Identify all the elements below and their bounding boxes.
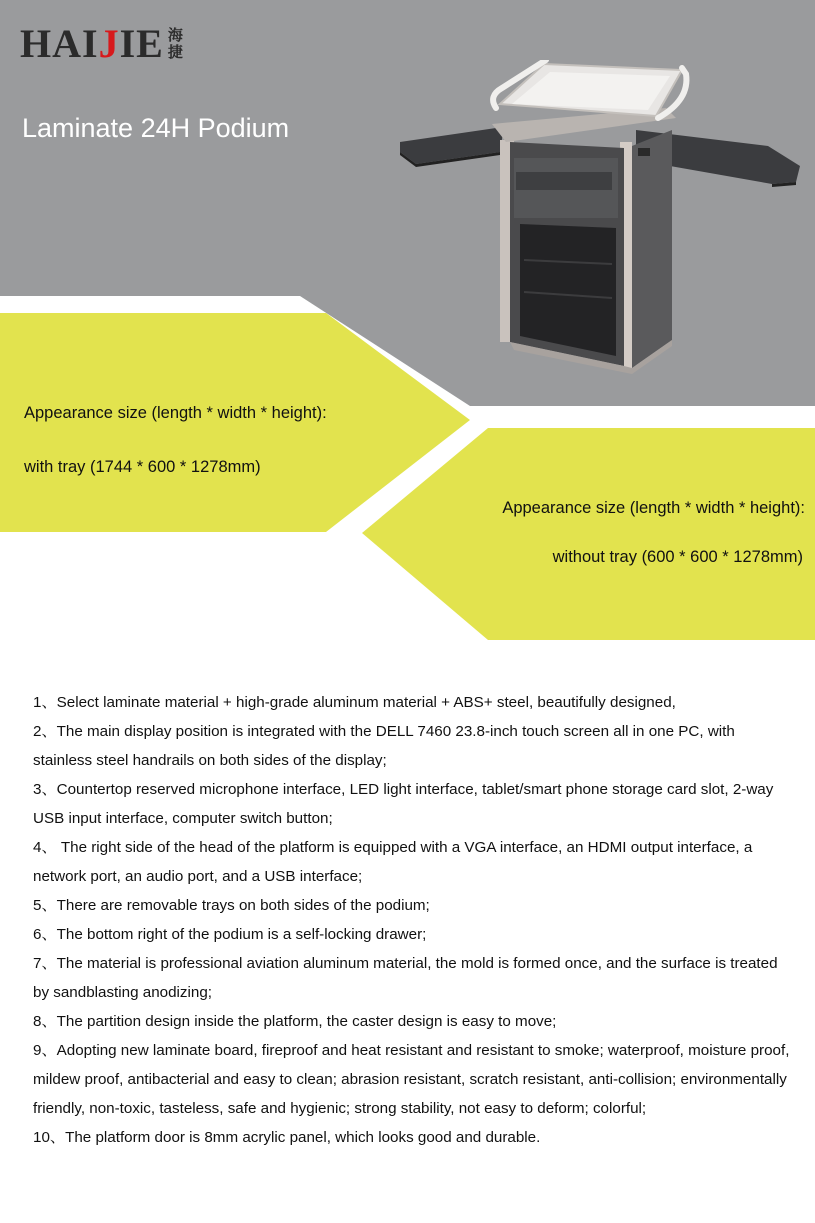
- feature-item: 4、 The right side of the head of the platform is equipped with a VGA interface, an HDMI output interface, a network port, an audio port, and a USB interface;: [33, 839, 753, 885]
- feature-item: 5、There are removable trays on both sides of the podium;: [33, 897, 430, 914]
- podium-image: [396, 60, 806, 380]
- feature-list: [33, 688, 795, 1152]
- logo-chinese: [168, 27, 183, 61]
- feature-item: 10、The platform door is 8mm acrylic panel, which looks good and durable.: [33, 1129, 541, 1146]
- without-tray-label: Appearance size (length * width * height):: [502, 499, 805, 517]
- feature-item: 1、Select laminate material + high-grade aluminum material + ABS+ steel, beautifully designed,: [33, 694, 676, 711]
- with-tray-label: Appearance size (length * width * height):: [24, 404, 327, 422]
- feature-item: 8、The partition design inside the platform, the caster design is easy to move;: [33, 1013, 557, 1030]
- logo-cn-top: 海: [167, 27, 183, 44]
- page-title: Laminate 24H Podium: [22, 113, 290, 143]
- with-tray-value: with tray (1744 * 600 * 1278mm): [24, 458, 261, 476]
- feature-item: 7、The material is professional aviation aluminum material, the mold is formed once, and the surface is treated by sandblasting anodizing;: [33, 955, 778, 1001]
- feature-item: 3、Countertop reserved microphone interface, LED light interface, tablet/smart phone storage card slot, 2-way USB input interface, computer switch button;: [33, 781, 774, 827]
- yellow-arrow-right: [362, 428, 815, 640]
- logo-wordmark: HAIJIE: [20, 21, 164, 66]
- acrylic-door: [520, 224, 616, 356]
- drawer: [516, 172, 612, 190]
- without-tray-value: without tray (600 * 600 * 1278mm): [552, 548, 803, 566]
- side-panel: [632, 130, 672, 368]
- feature-item: 9、Adopting new laminate board, fireproof and heat resistant and resistant to smoke; waterproof, moisture proof, mildew proof, antibacterial and easy to clean; abrasion resistant, scratch resistant, anti-collision; environmentally friendly, non-toxic, tasteless, safe and hygienic; strong stability, not easy to deform; colorful;: [33, 1042, 790, 1117]
- feature-item: 6、The bottom right of the podium is a self-locking drawer;: [33, 926, 427, 943]
- feature-item: 2、The main display position is integrated with the DELL 7460 23.8-inch touch screen all in one PC, with stainless steel handrails on both sides of the display;: [33, 723, 735, 769]
- logo-cn-bottom: 捷: [167, 44, 183, 61]
- left-tray: [400, 126, 504, 164]
- side-port: [638, 148, 650, 156]
- brand-logo: [20, 21, 183, 66]
